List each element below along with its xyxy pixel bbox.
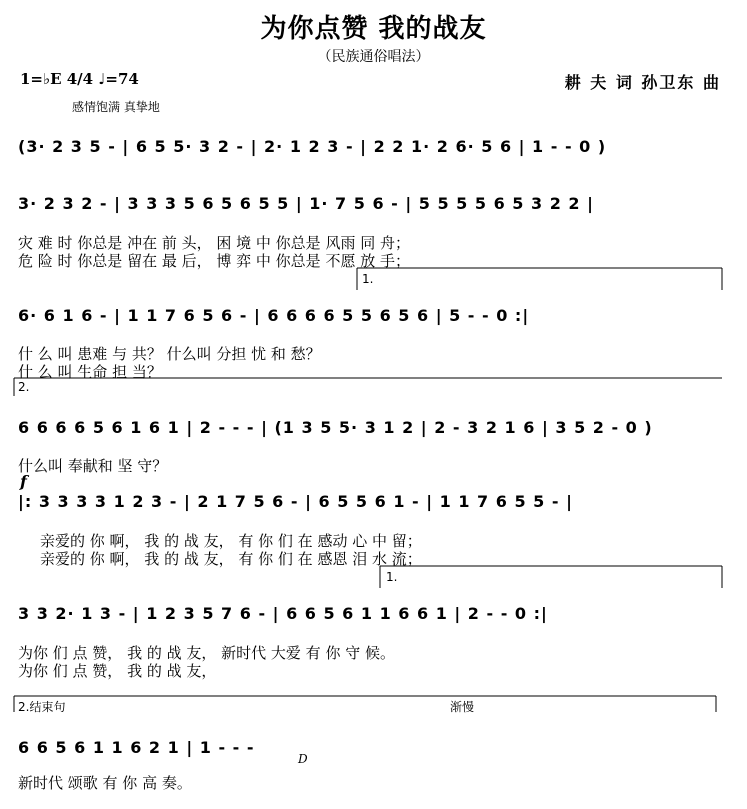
lyrics-line-4: 什么叫 奉献和 坚 守？ [18, 457, 168, 475]
ending-label: 2.结束句 [18, 700, 66, 714]
lyrics-line-3-verse-1: 什 么 叫 患难 与 共？ 什么叫 分担 忧 和 愁？ [18, 345, 321, 363]
credits: 耕 夫 词 孙卫东 曲 [564, 73, 721, 92]
lyrics-line-5-verse-2: 亲爱的 你 啊， 我 的 战 友， 有 你 们 在 感恩 泪 水 流； [40, 550, 422, 568]
key-signature: 1=♭E 4/4 ♩=74 [20, 70, 139, 88]
notation-line-5: |: 3 3 3 3 1 2 3 - | 2 1 7 5 6 - | 6 5 5 6 1 - | 1 1 7 6 5 5 - | [18, 492, 573, 511]
volta-2-label: 2. [18, 380, 30, 394]
tempo-change: 渐慢 [450, 700, 475, 714]
lyrics-line-6-verse-1: 为你 们 点 赞， 我 的 战 友， 新时代 大爱 有 你 守 候。 [18, 644, 395, 662]
dynamic-forte: f [20, 472, 27, 491]
lyrics-line-5-verse-1: 亲爱的 你 啊， 我 的 战 友， 有 你 们 在 感动 心 中 留； [40, 532, 422, 550]
lyrics-line-3-verse-2: 什 么 叫 生命 担 当？ [18, 363, 162, 381]
lyrics-line-2-verse-2: 危 险 时 你总是 留在 最 后， 博 弈 中 你总是 不愿 放 手； [18, 252, 410, 270]
lyrics-line-6-verse-2: 为你 们 点 赞， 我 的 战 友， [18, 662, 217, 680]
song-subtitle: （民族通俗唱法） [317, 49, 430, 65]
notation-line-4: 6 6 6 6 5 6 1 6 1 | 2 - - - | (1 3 5 5· 3 1 2 | 2 - 3 2 1 6 | 3 5 2 - 0 ) [18, 418, 653, 437]
lyrics-line-2-verse-1: 灾 难 时 你总是 冲在 前 头， 困 境 中 你总是 风雨 同 舟； [18, 234, 410, 252]
expression-mark: 感情饱满 真挚地 [72, 100, 160, 114]
notation-line-2: 3· 2 3 2 - | 3 3 3 5 6 5 6 5 5 | 1· 7 5 6 - | 5 5 5 5 6 5 3 2 2 | [18, 194, 594, 213]
notation-line-7: 6 6 5 6 1 1 6 2 1 | 1 - - - [18, 738, 255, 757]
notation-line-3: 6· 6 1 6 - | 1 1 7 6 5 6 - | 6 6 6 6 5 5 6 5 6 | 5 - - 0 :| [18, 306, 530, 325]
notation-line-1: (3· 2 3 5 - | 6 5 5· 3 2 - | 2· 1 2 3 - | 2 2 1· 2 6· 5 6 | 1 - - 0 ) [18, 137, 607, 156]
volta-1-label: 1. [362, 272, 374, 286]
song-title: 为你点赞 我的战友 [260, 14, 487, 44]
volta-1-label-chorus: 1. [386, 570, 398, 584]
lyrics-line-7: 新时代 颂歌 有 你 高 奏。 [18, 774, 192, 792]
dc-mark: D [298, 752, 308, 766]
notation-line-6: 3 3 2· 1 3 - | 1 2 3 5 7 6 - | 6 6 5 6 1 1 6 6 1 | 2 - - 0 :| [18, 604, 548, 623]
